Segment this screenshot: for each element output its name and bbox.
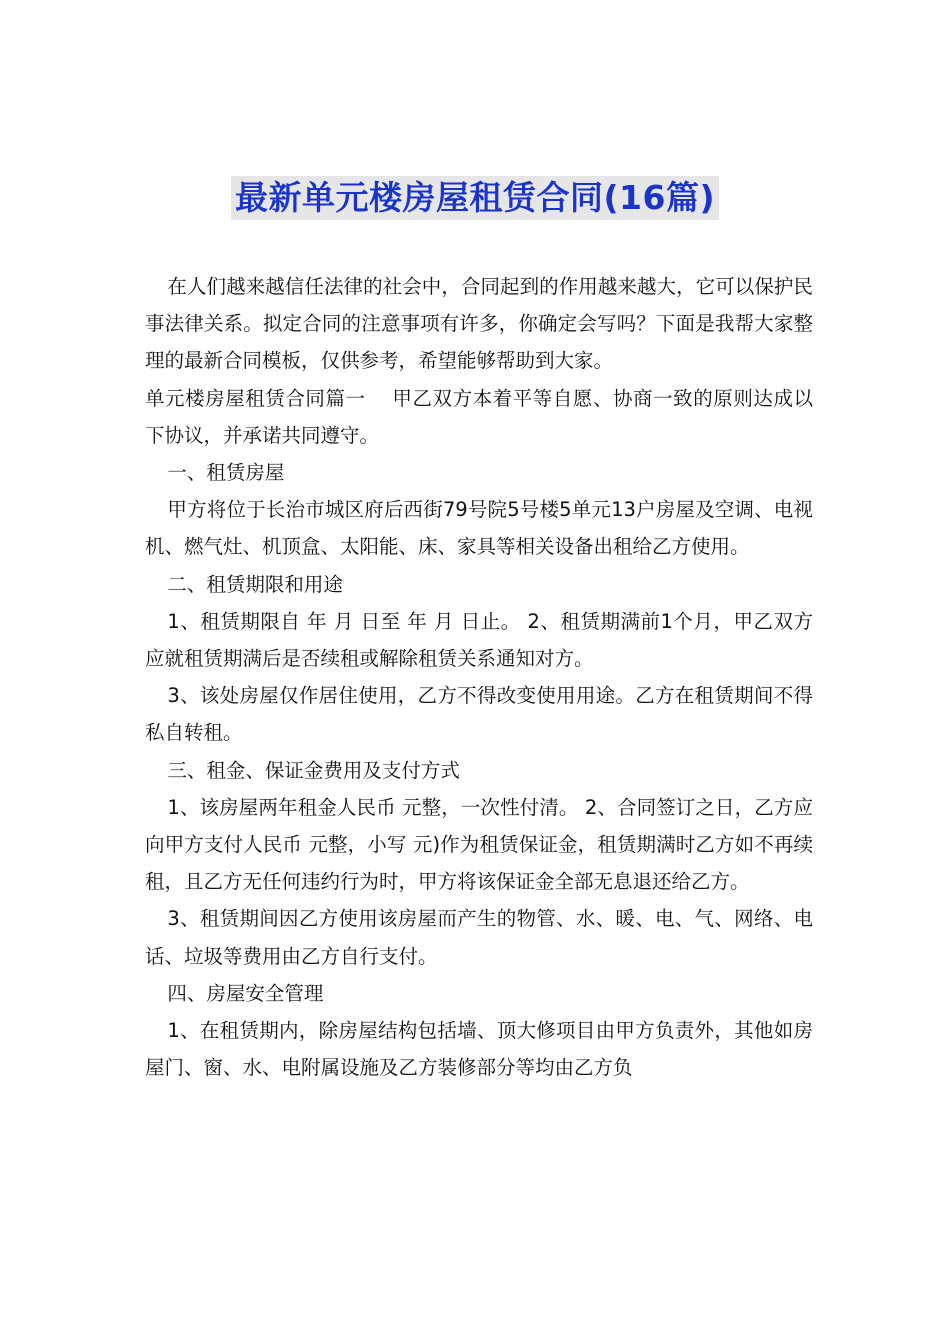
section-heading-4: 四、房屋安全管理 bbox=[167, 981, 324, 1005]
paragraph: 1、该房屋两年租金人民币 元整，一次性付清。 2、合同签订之日，乙方应向甲方支付人民币 元整，小写 元)作为租赁保证金，租赁期满时乙方如不再续租，且乙方无任何违约行为时，甲方将该保证金全部无息退还给乙方。 bbox=[145, 795, 813, 894]
document-title: 最新单元楼房屋租赁合同(16篇) bbox=[231, 176, 719, 220]
section-heading-1: 一、租赁房屋 bbox=[167, 461, 285, 485]
section-heading-3: 三、租金、保证金费用及支付方式 bbox=[167, 758, 460, 782]
paragraph-contract-preamble: 单元楼房屋租赁合同篇一 甲乙双方本着平等自愿、协商一致的原则达成以下协议，并承诺共同遵守。 bbox=[145, 386, 813, 447]
paragraph-intro: 在人们越来越信任法律的社会中，合同起到的作用越来越大，它可以保护民事法律关系。拟定合同的注意事项有许多，你确定会写吗？下面是我帮大家整理的最新合同模板，仅供参考，希望能够帮助到大家。 bbox=[145, 275, 813, 373]
paragraph: 1、租赁期限自 年 月 日至 年 月 日止。 2、租赁期满前1个月，甲乙双方应就租赁期满后是否续租或解除租赁关系通知对方。 bbox=[145, 609, 813, 671]
title-container bbox=[0, 176, 950, 220]
document-body bbox=[145, 268, 813, 1086]
paragraph: 甲方将位于长治市城区府后西街79号院5号楼5单元13户房屋及空调、电视机、燃气灶、机顶盒、太阳能、床、家具等相关设备出租给乙方使用。 bbox=[145, 498, 813, 559]
paragraph: 3、该处房屋仅作居住使用，乙方不得改变使用用途。乙方在租赁期间不得私自转租。 bbox=[145, 684, 813, 745]
section-heading-2: 二、租赁期限和用途 bbox=[167, 572, 343, 596]
paragraph: 3、租赁期间因乙方使用该房屋而产生的物管、水、暖、电、气、网络、电话、垃圾等费用由乙方自行支付。 bbox=[145, 907, 813, 968]
paragraph: 1、在租赁期内，除房屋结构包括墙、顶大修项目由甲方负责外，其他如房屋门、窗、水、电附属设施及乙方装修部分等均由乙方负 bbox=[145, 1019, 813, 1080]
